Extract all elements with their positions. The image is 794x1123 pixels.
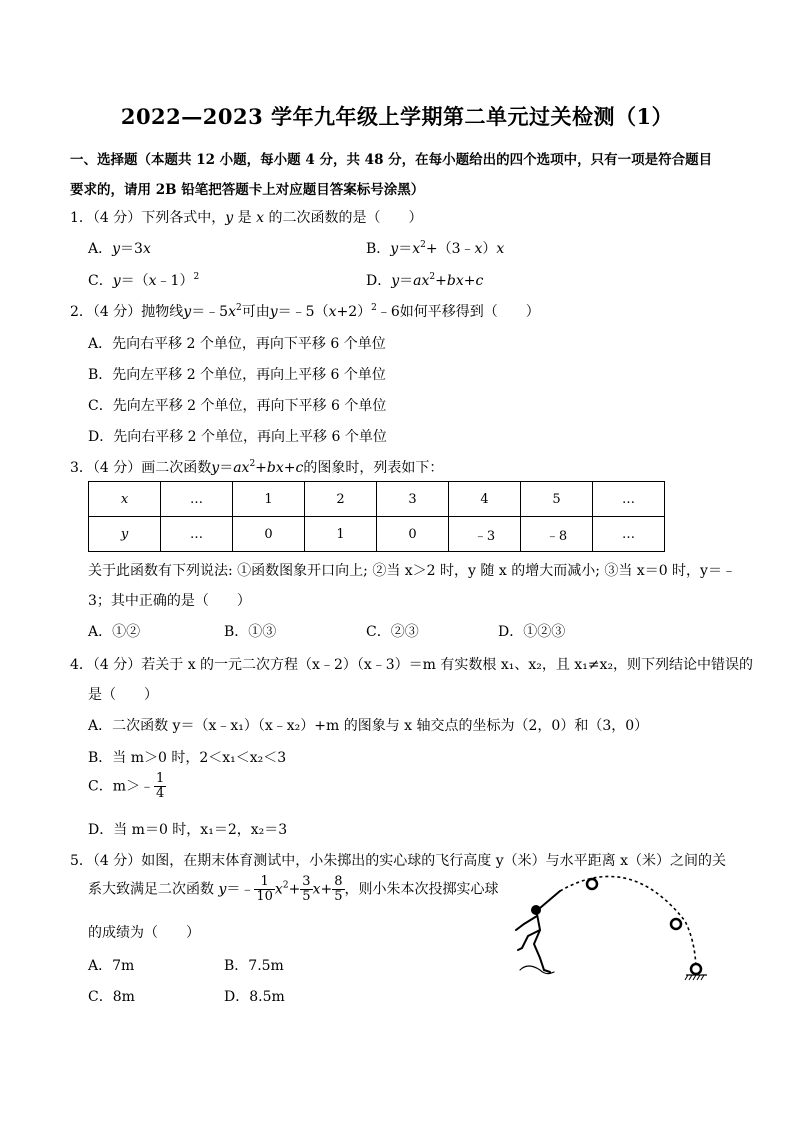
ball-middle [671, 919, 681, 929]
table-row-x [89, 482, 665, 517]
fraction: $\frac{1}{10}$ [256, 874, 273, 904]
question-3-statements-line1: 关于此函数有下列说法: ①函数图象开口向上; ②当 x＞2 时，y 随 x 的增大而减小; ③当 x＝0 时，y＝﹣ [88, 563, 736, 579]
question-5-option-d: D．8.5m [224, 989, 285, 1005]
table-cell: 5 [521, 482, 593, 517]
question-4-option-b: B．当 m＞0 时，2＜x₁＜x₂＜3 [88, 750, 287, 766]
question-3-stem: 3．（4 分）画二次函数$y=ax^2+bx+c$的图象时，列表如下： [70, 459, 444, 476]
fraction: $\frac{8}{5}$ [334, 874, 343, 904]
table-cell: x [89, 482, 161, 517]
table-cell: ﹣8 [521, 517, 593, 552]
table-cell: … [593, 482, 665, 517]
ball-top [587, 879, 597, 889]
question-3-statements-line2: 3；其中正确的是（ ） [88, 593, 251, 609]
table-cell: 1 [233, 482, 305, 517]
table-cell: 2 [305, 482, 377, 517]
question-5-option-b: B．7.5m [224, 958, 284, 974]
question-5-stem-line1: 5．（4 分）如图，在期末体育测试中，小朱掷出的实心球的飞行高度 y（米）与水平距离 x（米）之间的关 [70, 853, 726, 869]
question-4-stem-line1: 4．（4 分）若关于 x 的一元二次方程（x﹣2）（x﹣3）＝m 有实数根 x₁、x₂，且 x₁≠x₂，则下列结论中错误的 [70, 657, 754, 673]
question-5-option-c: C．8m [88, 989, 135, 1005]
table-cell: 4 [449, 482, 521, 517]
fraction: $\frac{3}{5}$ [302, 874, 311, 904]
question-1-option-a: A．y＝3x [88, 241, 151, 257]
table-cell: y [89, 517, 161, 552]
question-5-stem-line2: 系大致满足二次函数 y＝﹣ $\frac{1}{10}$ $x^2+$ $\frac{3}{5}$ x+ $\frac{8}{5}$ ，则小朱本次投掷实心球 [88, 874, 499, 904]
table-cell: ﹣3 [449, 517, 521, 552]
table-cell: 0 [233, 517, 305, 552]
ground-hatch [685, 975, 704, 980]
shot-put-figure [510, 866, 740, 986]
question-5-option-a: A．7m [88, 958, 135, 974]
question-2-option-a: A．先向右平移 2 个单位，再向下平移 6 个单位 [88, 336, 386, 352]
table-cell: 3 [377, 482, 449, 517]
question-4-option-d: D．当 m＝0 时，x₁＝2，x₂＝3 [88, 822, 288, 838]
question-4-option-c: C．m＞﹣ $\frac{1}{4}$ [88, 771, 165, 801]
question-2-option-d: D．先向右平移 2 个单位，再向上平移 6 个单位 [88, 429, 387, 445]
question-5-stem-line3: 的成绩为（ ） [88, 925, 200, 941]
values-table [88, 481, 665, 552]
page-title: 2022—2023 学年九年级上学期第二单元过关检测（1） [120, 104, 674, 129]
section-instructions-line2: 要求的，请用 2B 铅笔把答题卡上对应题目答案标号涂黑） [70, 182, 425, 198]
ball-landing [691, 964, 701, 974]
athlete-figure [516, 891, 560, 974]
question-3-option-a: A．①② [88, 624, 141, 640]
question-1-stem: 1．（4 分）下列各式中，y 是 x 的二次函数的是（ ） [70, 210, 423, 226]
table-cell: 0 [377, 517, 449, 552]
question-4-stem-line2: 是（ ） [88, 687, 158, 703]
section-instructions-line1: 一、选择题（本题共 12 小题，每小题 4 分，共 48 分，在每小题给出的四个选项中，只有一项是符合题目 [70, 152, 713, 168]
question-3-option-b: B．①③ [224, 624, 277, 640]
question-2-option-b: B．先向左平移 2 个单位，再向上平移 6 个单位 [88, 367, 386, 383]
table-cell: 1 [305, 517, 377, 552]
fraction: $\frac{1}{4}$ [156, 771, 165, 801]
question-2-stem: 2．（4 分）抛物线$y=﹣5x^2$可由$y=﹣5(x+2)^2﹣6$如何平移得到（ ） [70, 303, 540, 320]
table-cell: … [161, 482, 233, 517]
table-cell: … [161, 517, 233, 552]
table-row-y [89, 517, 665, 552]
question-4-option-a: A．二次函数 y＝（x﹣x₁）（x﹣x₂）+m 的图象与 x 轴交点的坐标为（2，0）和（3，0） [88, 718, 649, 734]
question-1-option-b: B．$y=x^2+(3﹣x)x$ [366, 240, 505, 257]
table-cell: … [593, 517, 665, 552]
question-3-option-c: C．②③ [366, 624, 419, 640]
question-3-option-d: D．①②③ [498, 624, 566, 640]
question-1-option-c: C．y＝（x﹣1）$^2$ [88, 272, 200, 289]
question-1-option-d: D．$y=ax^2+bx+c$ [366, 272, 484, 289]
question-2-option-c: C．先向左平移 2 个单位，再向下平移 6 个单位 [88, 398, 387, 414]
